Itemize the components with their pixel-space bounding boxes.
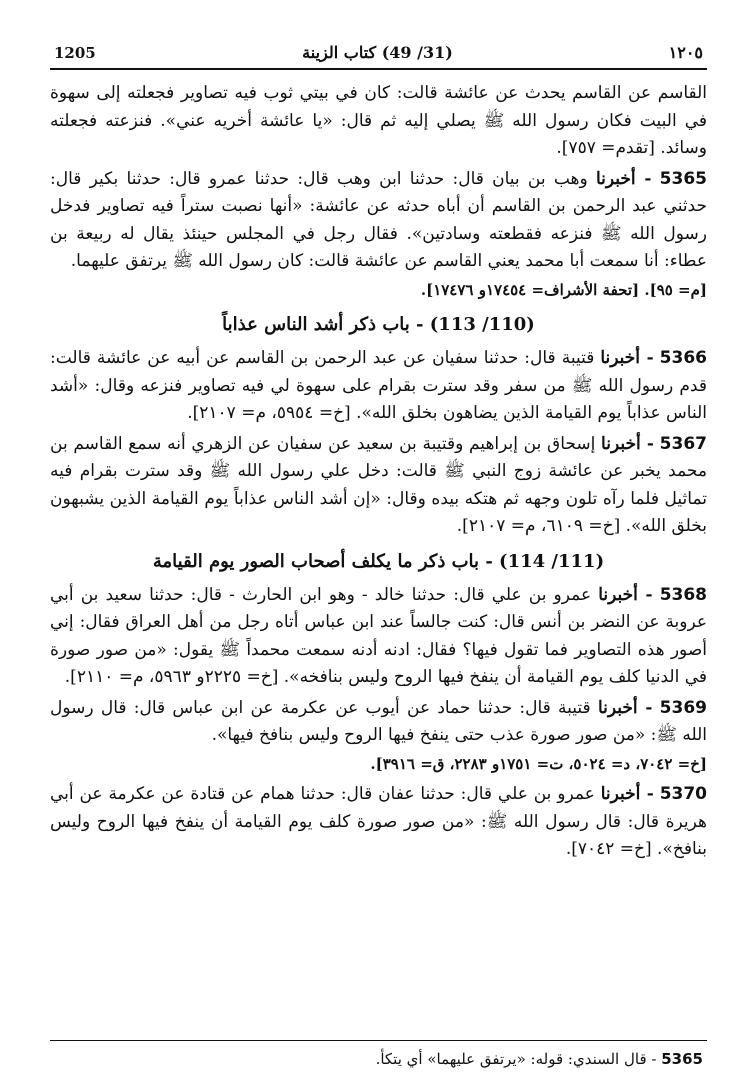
hadith-text: عمرو بن علي قال: حدثنا عفان قال: حدثنا همام عن قتادة عن عكرمة عن أبي هريرة قال: قال رسول الله ﷺ: «من صور صورة كلف يوم القيامة أن ينفخ فيها الروح وليس بنافخ». [خ= ٧٠٤٢]. xyxy=(50,784,707,859)
reference-line xyxy=(50,277,707,305)
footnote-rule xyxy=(50,1040,707,1041)
hadith-number: 5368 xyxy=(659,584,708,605)
hadith-5369 xyxy=(50,695,707,750)
chapter-heading: (110/ 113) - باب ذكر أشد الناس عذاباً xyxy=(222,314,535,335)
hadith-text: عمرو بن علي قال: حدثنا خالد - وهو ابن الحارث - قال: حدثنا سعيد بن أبي عروبة عن النضر بن أنس قال: كنت جالساً عند ابن عباس أتاه رجل من أهل العراق فقال: إني أصور هذه التصاوير فما تقول فيها؟ فقال: ادنه أدنه سمعت محمداً ﷺ يقول: «من صور صورة في الدنيا كلف يوم القيامة أن ينفخ فيها الروح وليس بنافخه». [خ= ٢٢٢٥و ٥٩٦٣، م= ٢١١٠]. xyxy=(50,584,707,687)
hadith-5370 xyxy=(50,781,707,864)
page-body xyxy=(50,80,707,865)
hadith-lead: - أخبرنا xyxy=(600,348,654,368)
hadith-5366 xyxy=(50,345,707,428)
hadith-number: 5369 xyxy=(659,697,707,718)
footnote-text: - قال السندي: قوله: «يرتفق عليهما» أي يتكأ. xyxy=(375,1050,657,1068)
hadith-lead: - أخبرنا xyxy=(601,433,654,454)
reference-text: [خ= ٧٠٤٢، د= ٥٠٢٤، ت= ١٧٥١و ٢٢٨٣، ق= ٣٩١٦]. xyxy=(370,754,707,773)
hadith-lead: - أخبرنا xyxy=(595,168,652,189)
chapter-heading: (111/ 114) - باب ذكر ما يكلف أصحاب الصور يوم القيامة xyxy=(152,550,605,572)
hadith-lead: - أخبرنا xyxy=(598,584,653,605)
paragraph-text: القاسم عن القاسم يحدث عن عائشة قالت: كان في بيتي ثوب فيه تصاوير فجعلته إلى سهوة في البيت فكان رسول الله ﷺ يصلي إليه ثم قال: «يا عائشة أخريه عني». فنزعته فجعلته وسائد. [تقدم= ٧٥٧]. xyxy=(50,83,707,158)
header-rule xyxy=(50,68,707,70)
page-number-latin: 1205 xyxy=(54,44,96,62)
footnote-number: 5365 xyxy=(661,1050,703,1068)
continuation-paragraph xyxy=(50,80,707,163)
hadith-lead: - أخبرنا xyxy=(600,784,654,804)
hadith-5365 xyxy=(50,166,707,276)
reference-text: [م= ٩٥]. [تحفة الأشراف= ١٧٤٥٤و ١٧٤٧٦]. xyxy=(420,280,707,299)
page-number-arabic: ١٢٠٥ xyxy=(668,43,703,62)
hadith-number: 5370 xyxy=(659,784,708,804)
hadith-text: وهب بن بيان قال: حدثنا ابن وهب قال: حدثنا عمرو قال: حدثنا بكير قال: حدثني عبد الرحمن بن القاسم أن أباه حدثه عن عائشة: «أنها نصبت ستراً فيه تصاوير فدخل رسول الله ﷺ فنزعه فقطعته وسادتين». فقال رجل في المجلس حينئذ يقال له ربيعة بن عطاء: أنا سمعت أبا محمد يعني القاسم عن عائشة قالت: كان رسول الله ﷺ يرتفق عليهما. xyxy=(50,168,707,271)
reference-line xyxy=(50,751,707,779)
hadith-5367 xyxy=(50,431,707,541)
hadith-text: قتيبة قال: حدثنا سفيان عن عبد الرحمن بن القاسم عن أبيه عن عائشة قالت: قدم رسول الله ﷺ من سفر وقد سترت بقرام على سهوة لي فيه تصاوير فنزعه وقال: «أشد الناس عذاباً يوم القيامة الذين يضاهون بخلق الله». [خ= ٥٩٥٤، م= ٢١٠٧]. xyxy=(50,348,707,423)
hadith-number: 5366 xyxy=(659,348,707,368)
hadith-text: قتيبة قال: حدثنا حماد عن أيوب عن عكرمة عن ابن عباس قال: قال رسول الله ﷺ: «من صور صورة عذب حتى ينفخ فيها الروح وليس بنافخ فيها». xyxy=(50,697,707,745)
footnote xyxy=(52,1050,703,1068)
running-title: (31/ 49) كتاب الزينة xyxy=(302,43,453,62)
hadith-number: 5365 xyxy=(659,168,707,189)
hadith-5368 xyxy=(50,582,707,692)
hadith-number: 5367 xyxy=(659,433,707,454)
hadith-lead: - أخبرنا xyxy=(597,697,653,718)
hadith-text: إسحاق بن إبراهيم وقتيبة بن سعيد عن سفيان عن الزهري أنه سمع القاسم بن محمد يخبر عن عائشة زوج النبي ﷺ قالت: دخل علي رسول الله ﷺ وقد سترت بقرام فيه تماثيل فلما رآه تلون وجهه ثم هتكه بيده وقال: «إن أشد الناس عذاباً يوم القيامة الذين يشبهون بخلق الله». [خ= ٦١٠٩، م= ٢١٠٧]. xyxy=(50,433,707,536)
